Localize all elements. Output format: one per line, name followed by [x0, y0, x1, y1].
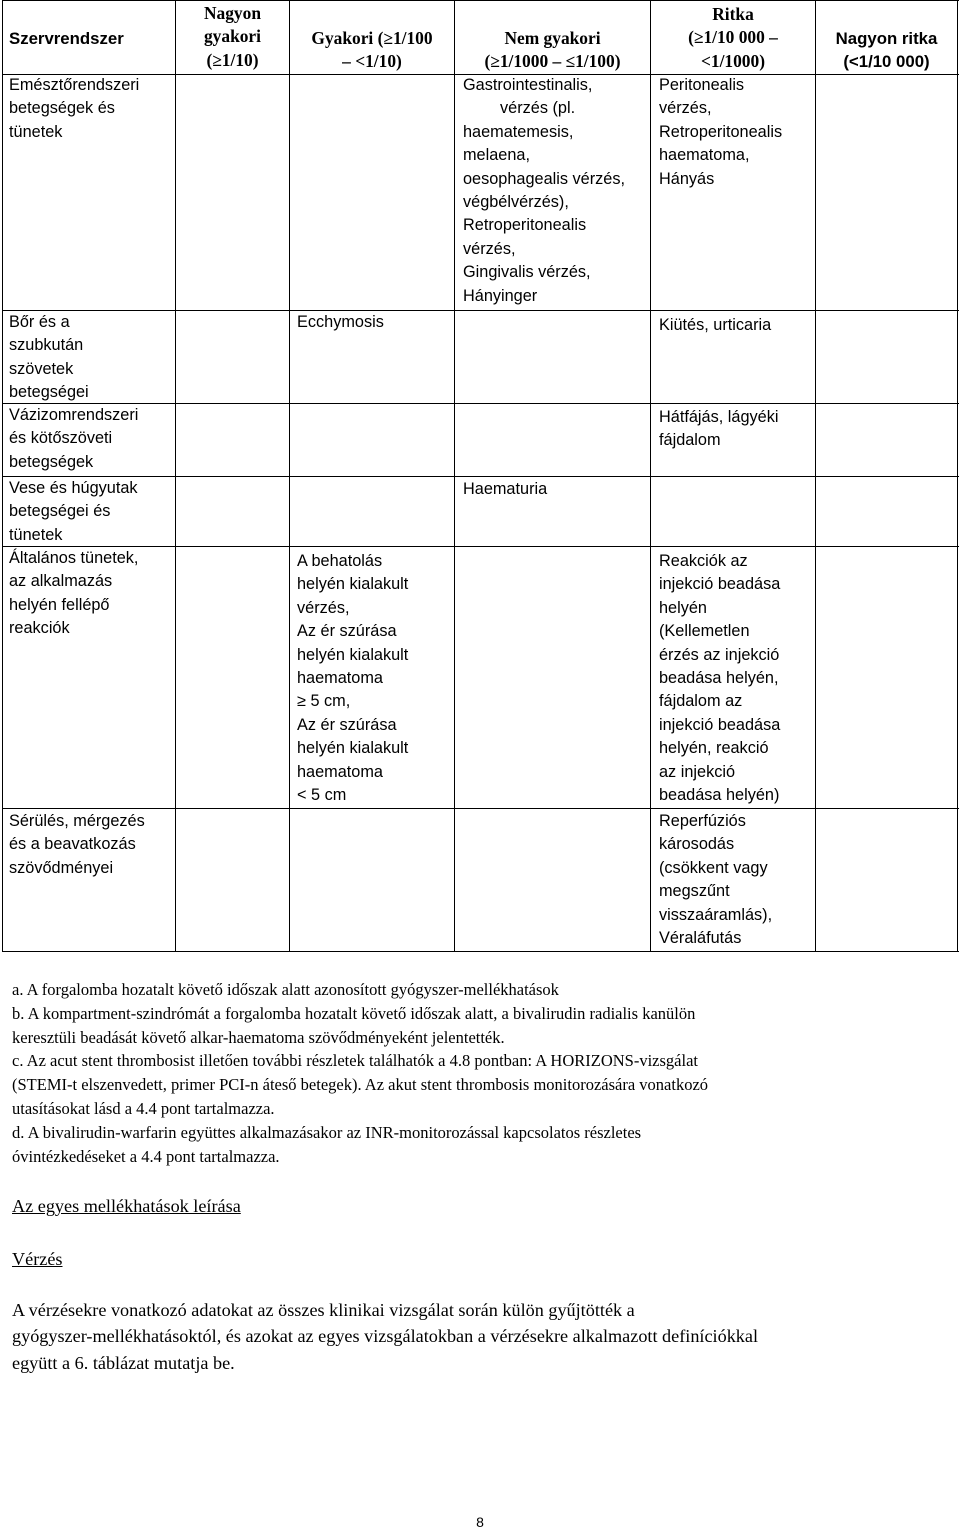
footnote-a: a. A forgalomba hozatalt követő időszak alatt azonosított gyógyszer-mellékhatások: [12, 980, 559, 999]
section-heading: Az egyes mellékhatások leírása: [12, 1196, 241, 1216]
uncommon-gastrointestinal: Gastrointestinalis, vérzés (pl. haematemesis, melaena, oesophagealis vérzés, végbélvérzés), Retroperitonealis vérzés, Gingivalis vérzés, Hányinger: [463, 76, 626, 305]
row-divider: [2, 403, 959, 404]
header-rare: Ritka (≥1/10 000 – <1/1000): [688, 4, 778, 71]
uncommon-renal: Haematuria: [463, 480, 548, 498]
organ-system-musculoskeletal: Vázizomrendszeri és kötőszöveti betegségek: [9, 406, 139, 471]
footnote-d: d. A bivalirudin-warfarin együttes alkalmazásakor az INR-monitorozással kapcsolatos részletes: [12, 1122, 642, 1142]
common-general: A behatolás helyén kialakult vérzés, Az ér szúrása helyén kialakult haematoma ≥ 5 cm, Az ér szúrása helyén kialakult haematoma < 5 cm: [297, 552, 409, 805]
footnote-d-cont: óvintézkedéseket a 4.4 pont tartalmazza.: [12, 1146, 280, 1166]
footnote-c: c. Az acut stent thrombosist illetően további részletek találhatók a 4.8 pontban: A HORIZONS-vizsgálat: [12, 1051, 698, 1071]
rare-injury: Reperfúziós károsodás (csökkent vagy megszűnt visszaáramlás), Véraláfutás: [659, 812, 773, 948]
row-divider: [2, 310, 959, 311]
organ-system-general: Általános tünetek, az alkalmazás helyén fellépő reakciók: [9, 549, 139, 638]
rare-general: Reakciók az injekció beadása helyén (Kellemetlen érzés az injekció beadása helyén, fájdalom az injekció beadása helyén, reakció az injekció beadása helyén): [659, 552, 781, 805]
body-paragraph: A vérzésekre vonatkozó adatokat az összes klinikai vizsgálat során külön gyűjtötték a gyógyszer-mellékhatásoktól, és azokat az egyes vizsgálatokban a vérzésekre alkalmazott definíciókkal együtt a 6. táblázat mutatja be.: [12, 1300, 759, 1373]
row-divider: [2, 808, 959, 809]
footnote-c-cont: utasításokat lásd a 4.4 pont tartalmazza.: [12, 1098, 275, 1118]
rare-musculoskeletal: Hátfájás, lágyéki fájdalom: [659, 408, 779, 450]
footnote-b: b. A kompartment-szindrómát a forgalomba hozatalt követő időszak alatt, a bivalirudin radialis kanülön: [12, 1003, 696, 1023]
common-skin: Ecchymosis: [297, 313, 384, 331]
subsection-heading: Vérzés: [12, 1249, 63, 1269]
footnote-c-cont: (STEMI-t elszenvedett, primer PCI-n áteső betegek). Az akut stent thrombosis monitorozására vonatkozó: [12, 1075, 709, 1095]
header-very-common: Nagyon gyakori (≥1/10): [203, 3, 261, 70]
adverse-reactions-table: [2, 0, 959, 952]
table-border-bottom: [2, 951, 959, 952]
row-divider: [2, 546, 959, 547]
table-border-top: [289, 0, 959, 1]
footnote-b-cont: keresztüli beadását követő alkar-haematoma szövődményeként jelentették.: [12, 1027, 505, 1047]
header-organ-system: Szervrendszer: [9, 29, 124, 48]
header-common: Gyakori (≥1/100 – <1/10): [311, 28, 433, 72]
table-footnotes: [12, 978, 952, 1168]
organ-system-injury: Sérülés, mérgezés és a beavatkozás szövődményei: [9, 812, 145, 877]
organ-system-skin: Bőr és a szubkután szövetek betegségei: [9, 313, 89, 402]
table-border-top: [2, 0, 175, 1]
organ-system-gastrointestinal: Emésztőrendszeri betegségek és tünetek: [9, 76, 140, 141]
header-very-rare: Nagyon ritka (<1/10 000): [835, 29, 938, 72]
table-grid: [2, 0, 959, 952]
header-uncommon: Nem gyakori (≥1/1000 – ≤1/100): [484, 28, 621, 72]
organ-system-renal: Vese és húgyutak betegségei és tünetek: [9, 479, 138, 544]
page-number: 8: [476, 1514, 484, 1530]
rare-gastrointestinal: Peritonealis vérzés, Retroperitonealis haematoma, Hányás: [659, 76, 783, 188]
rare-skin: Kiütés, urticaria: [659, 316, 772, 334]
